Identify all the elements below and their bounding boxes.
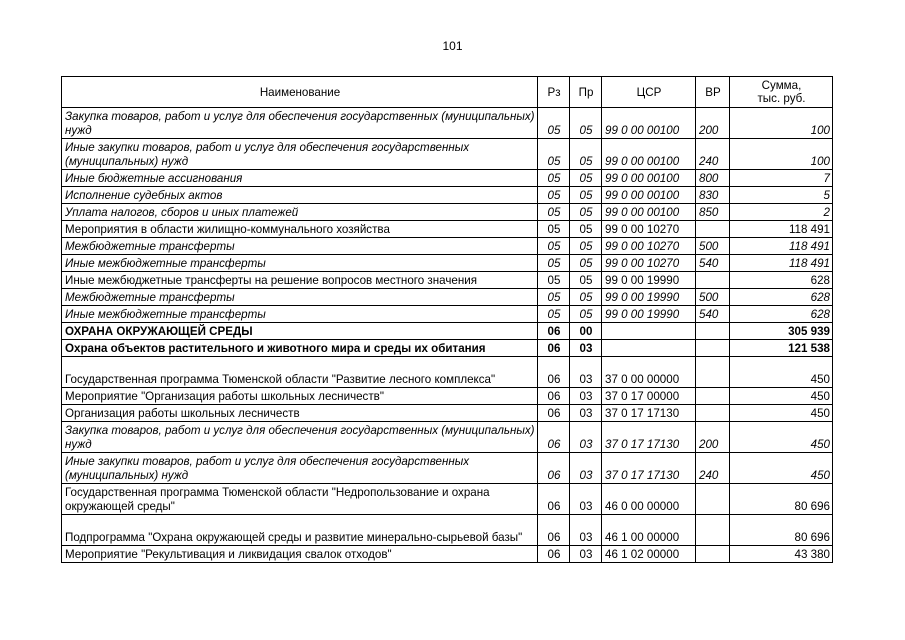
- cell-sum: 450: [730, 405, 833, 422]
- cell-pr: 05: [570, 289, 602, 306]
- cell-name: Закупка товаров, работ и услуг для обеспечения государственных (муниципальных) нужд: [62, 108, 538, 139]
- cell-vr: [696, 546, 730, 563]
- table-row: [62, 289, 833, 306]
- cell-sum: 5: [730, 187, 833, 204]
- table-header-row: [62, 77, 833, 108]
- cell-pr: 03: [570, 484, 602, 515]
- cell-pr: 00: [570, 323, 602, 340]
- cell-csr: 99 0 00 19990: [602, 272, 696, 289]
- cell-sum: 118 491: [730, 255, 833, 272]
- cell-sum: 100: [730, 108, 833, 139]
- cell-rz: 05: [538, 272, 570, 289]
- cell-vr: 540: [696, 255, 730, 272]
- cell-name: Иные межбюджетные трансферты на решение вопросов местного значения: [62, 272, 538, 289]
- cell-sum: 80 696: [730, 484, 833, 515]
- header-name: Наименование: [62, 77, 538, 108]
- cell-pr: 05: [570, 221, 602, 238]
- table-row: [62, 187, 833, 204]
- cell-rz: 06: [538, 484, 570, 515]
- cell-rz: 05: [538, 170, 570, 187]
- cell-name: Иные закупки товаров, работ и услуг для обеспечения государственных (муниципальных) нужд: [62, 453, 538, 484]
- cell-rz: 05: [538, 255, 570, 272]
- cell-csr: 99 0 00 00100: [602, 108, 696, 139]
- table-row: [62, 323, 833, 340]
- cell-sum: 100: [730, 139, 833, 170]
- cell-pr: 05: [570, 139, 602, 170]
- cell-sum: 43 380: [730, 546, 833, 563]
- cell-pr: 05: [570, 108, 602, 139]
- cell-name: Охрана объектов растительного и животного мира и среды их обитания: [62, 340, 538, 357]
- cell-rz: 06: [538, 453, 570, 484]
- table-row: [62, 170, 833, 187]
- cell-rz: 05: [538, 108, 570, 139]
- cell-sum: 450: [730, 357, 833, 388]
- table-row: [62, 388, 833, 405]
- cell-csr: 37 0 17 17130: [602, 453, 696, 484]
- cell-vr: 240: [696, 139, 730, 170]
- cell-sum: 118 491: [730, 221, 833, 238]
- cell-pr: 03: [570, 405, 602, 422]
- cell-sum: 118 491: [730, 238, 833, 255]
- cell-pr: 05: [570, 306, 602, 323]
- cell-name: ОХРАНА ОКРУЖАЮЩЕЙ СРЕДЫ: [62, 323, 538, 340]
- table-row: [62, 221, 833, 238]
- cell-rz: 06: [538, 515, 570, 546]
- cell-sum: 80 696: [730, 515, 833, 546]
- cell-name: Мероприятие "Организация работы школьных лесничеств": [62, 388, 538, 405]
- header-sum-line1: Сумма,: [761, 79, 802, 92]
- cell-sum: 450: [730, 388, 833, 405]
- table-row: [62, 484, 833, 515]
- cell-sum: 7: [730, 170, 833, 187]
- cell-sum: 121 538: [730, 340, 833, 357]
- cell-pr: 03: [570, 546, 602, 563]
- cell-csr: 46 0 00 00000: [602, 484, 696, 515]
- cell-csr: 99 0 00 19990: [602, 306, 696, 323]
- cell-vr: [696, 357, 730, 388]
- cell-name: Межбюджетные трансферты: [62, 238, 538, 255]
- cell-name: Иные бюджетные ассигнования: [62, 170, 538, 187]
- cell-vr: [696, 272, 730, 289]
- cell-vr: 830: [696, 187, 730, 204]
- cell-vr: [696, 405, 730, 422]
- cell-csr: 46 1 02 00000: [602, 546, 696, 563]
- cell-rz: 05: [538, 289, 570, 306]
- table-row: [62, 405, 833, 422]
- cell-rz: 05: [538, 221, 570, 238]
- cell-sum: 450: [730, 422, 833, 453]
- page-number: 101: [442, 39, 463, 53]
- cell-vr: [696, 221, 730, 238]
- cell-csr: 37 0 17 17130: [602, 422, 696, 453]
- cell-csr: 99 0 00 00100: [602, 204, 696, 221]
- cell-csr: 99 0 00 10270: [602, 255, 696, 272]
- cell-name: Подпрограмма "Охрана окружающей среды и развитие минерально-сырьевой базы": [62, 515, 538, 546]
- cell-name: Закупка товаров, работ и услуг для обеспечения государственных (муниципальных) нужд: [62, 422, 538, 453]
- cell-pr: 03: [570, 422, 602, 453]
- header-csr: ЦСР: [602, 77, 696, 108]
- table-row: [62, 272, 833, 289]
- cell-rz: 05: [538, 306, 570, 323]
- cell-pr: 03: [570, 453, 602, 484]
- cell-csr: 37 0 17 17130: [602, 405, 696, 422]
- cell-sum: 450: [730, 453, 833, 484]
- cell-name: Исполнение судебных актов: [62, 187, 538, 204]
- cell-pr: 03: [570, 340, 602, 357]
- table-row: [62, 139, 833, 170]
- cell-rz: 06: [538, 422, 570, 453]
- cell-sum: 305 939: [730, 323, 833, 340]
- table-row: [62, 453, 833, 484]
- table-row: [62, 255, 833, 272]
- cell-vr: 200: [696, 422, 730, 453]
- table-row: [62, 357, 833, 388]
- cell-csr: 99 0 00 10270: [602, 238, 696, 255]
- cell-pr: 05: [570, 255, 602, 272]
- cell-rz: 06: [538, 405, 570, 422]
- cell-name: Мероприятие "Рекультивация и ликвидация свалок отходов": [62, 546, 538, 563]
- table-row: [62, 306, 833, 323]
- cell-pr: 05: [570, 187, 602, 204]
- cell-pr: 05: [570, 170, 602, 187]
- cell-name: Иные межбюджетные трансферты: [62, 306, 538, 323]
- cell-csr: 37 0 17 00000: [602, 388, 696, 405]
- cell-sum: 628: [730, 272, 833, 289]
- cell-vr: 800: [696, 170, 730, 187]
- cell-csr: [602, 323, 696, 340]
- header-vr: ВР: [696, 77, 730, 108]
- cell-sum: 2: [730, 204, 833, 221]
- header-sum: [730, 77, 833, 108]
- cell-rz: 06: [538, 546, 570, 563]
- cell-csr: 99 0 00 00100: [602, 170, 696, 187]
- table-row: [62, 422, 833, 453]
- cell-csr: [602, 340, 696, 357]
- cell-name: Мероприятия в области жилищно-коммунального хозяйства: [62, 221, 538, 238]
- table-body: [62, 108, 833, 563]
- budget-table: [61, 76, 833, 563]
- cell-vr: 200: [696, 108, 730, 139]
- cell-rz: 06: [538, 340, 570, 357]
- cell-vr: 850: [696, 204, 730, 221]
- cell-rz: 06: [538, 323, 570, 340]
- cell-csr: 99 0 00 19990: [602, 289, 696, 306]
- cell-rz: 05: [538, 238, 570, 255]
- cell-vr: 540: [696, 306, 730, 323]
- cell-pr: 05: [570, 238, 602, 255]
- cell-sum: 628: [730, 289, 833, 306]
- table-row: [62, 546, 833, 563]
- cell-csr: 46 1 00 00000: [602, 515, 696, 546]
- cell-pr: 05: [570, 204, 602, 221]
- table-row: [62, 515, 833, 546]
- table-row: [62, 108, 833, 139]
- cell-vr: [696, 323, 730, 340]
- cell-pr: 03: [570, 515, 602, 546]
- cell-name: Государственная программа Тюменской области "Недропользование и охрана окружающей среды": [62, 484, 538, 515]
- header-sum-line2: тыс. руб.: [757, 92, 806, 105]
- table-row: [62, 238, 833, 255]
- cell-pr: 03: [570, 388, 602, 405]
- cell-vr: 500: [696, 289, 730, 306]
- table-row: [62, 204, 833, 221]
- cell-csr: 37 0 00 00000: [602, 357, 696, 388]
- cell-name: Уплата налогов, сборов и иных платежей: [62, 204, 538, 221]
- header-rz: Рз: [538, 77, 570, 108]
- cell-sum: 628: [730, 306, 833, 323]
- cell-vr: [696, 388, 730, 405]
- cell-rz: 06: [538, 388, 570, 405]
- cell-csr: 99 0 00 00100: [602, 187, 696, 204]
- cell-vr: [696, 515, 730, 546]
- table-row: [62, 340, 833, 357]
- cell-rz: 05: [538, 204, 570, 221]
- cell-csr: 99 0 00 10270: [602, 221, 696, 238]
- cell-name: Организация работы школьных лесничеств: [62, 405, 538, 422]
- cell-name: Межбюджетные трансферты: [62, 289, 538, 306]
- cell-name: Государственная программа Тюменской области "Развитие лесного комплекса": [62, 357, 538, 388]
- cell-name: Иные межбюджетные трансферты: [62, 255, 538, 272]
- cell-vr: 500: [696, 238, 730, 255]
- cell-rz: 05: [538, 187, 570, 204]
- header-pr: Пр: [570, 77, 602, 108]
- cell-rz: 05: [538, 139, 570, 170]
- cell-pr: 03: [570, 357, 602, 388]
- cell-vr: [696, 484, 730, 515]
- cell-csr: 99 0 00 00100: [602, 139, 696, 170]
- cell-rz: 06: [538, 357, 570, 388]
- cell-name: Иные закупки товаров, работ и услуг для обеспечения государственных (муниципальных) нужд: [62, 139, 538, 170]
- cell-vr: 240: [696, 453, 730, 484]
- cell-vr: [696, 340, 730, 357]
- cell-pr: 05: [570, 272, 602, 289]
